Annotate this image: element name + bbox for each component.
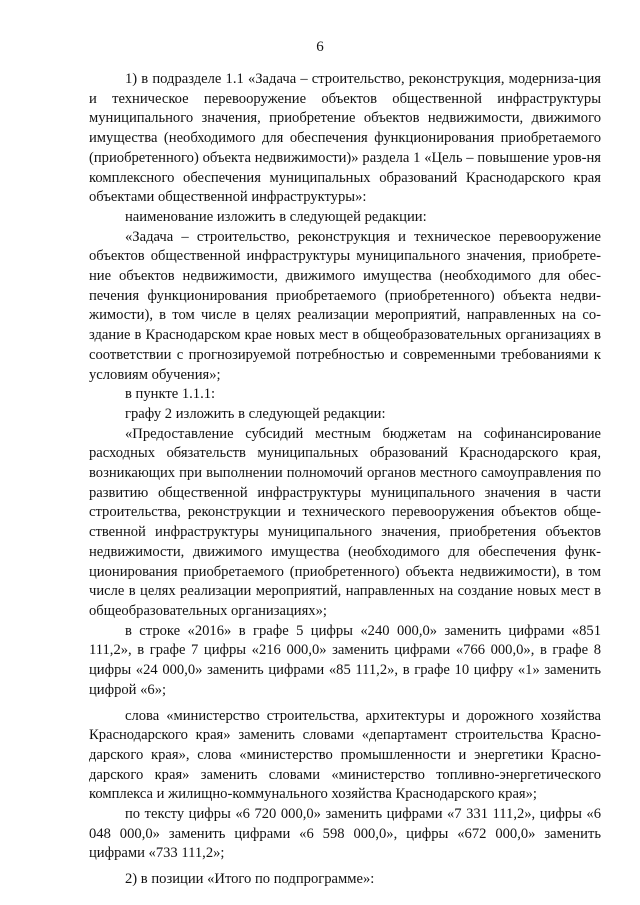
paragraph-ministry-renaming: слова «министерство строительства, архитектуры и дорожного хозяйства Краснодарского края» заменить словами «департамент строительства Красно-дарского края», слова «министерство промышленности и энергетики Красно-дарского края» заменить словами «министерство топливно-энергетического комплекса и жилищно-коммунального хозяйства Краснодарского края»; (89, 707, 601, 803)
paragraph-name-instruction: наименование изложить в следующей редакции: (125, 208, 427, 225)
paragraph-row-2016-changes: в строке «2016» в графе 5 цифры «240 000,0» заменить цифрами «851 111,2», в графе 7 цифры «216 000,0» заменить цифрами «766 000,0», в графе 8 цифры «24 000,0» заменить цифрами «85 111,2», в графе 10 цифру «1» заменить цифрой «6»; (89, 622, 601, 698)
paragraph-item-1-1-1: в пункте 1.1.1: (125, 386, 216, 403)
page-number: 6 (316, 39, 324, 55)
paragraph-column-2-instruction: графу 2 изложить в следующей редакции: (125, 405, 386, 422)
paragraph-task-new-wording: «Задача – строительство, реконструкция и техническое перевооружение объектов общественной инфраструктуры муниципального значения, приобрете-ние объектов недвижимости, движимого имущества (необходимого для обес-печения функционирования приобретаемого (приобретенного) объекта недви-жимости), в том числе в целях реализации мероприятий, направленных на со-здание в Краснодарском крае новых мест в общеобразовательных организациях в соответствии с прогнозируемой потребностью и современными требованиями к условиям обучения»; (89, 228, 601, 383)
paragraph-totals-replacement: по тексту цифры «6 720 000,0» заменить цифрами «7 331 111,2», цифры «6 048 000,0» заменить цифрами «6 598 000,0», цифры «672 000,0» заменить цифрами «733 111,2»; (89, 806, 601, 862)
paragraph-subprogram-total: 2) в позиции «Итого по подпрограмме»: (125, 871, 375, 888)
document-body (89, 70, 601, 890)
paragraph-subsidies-wording: «Предоставление субсидий местным бюджетам на софинансирование расходных обязательств муниципальных образований Краснодарского края, возникающих при выполнении полномочий органов местного самоуправления по развитию общественной инфраструктуры муниципального значения в части строительства, реконструкции и технического перевооружения объектов обще-ственной инфраструктуры муниципального значения, приобретения объектов недвижимости, движимого имущества (необходимого для обеспечения функ-ционирования приобретаемого (приобретенного) объекта недвижимости), в том числе в целях реализации мероприятий, направленных на создание новых мест в общеобразовательных организациях»; (89, 425, 601, 619)
paragraph-subsection-1-1: 1) в подразделе 1.1 «Задача – строительство, реконструкция, модерниза-ция и техническое перевооружение объектов общественной инфраструктуры муниципального значения, приобретение объектов недвижимости, движимого имущества (необходимого для обеспечения функционирования приобретаемого (приобретенного) объекта недвижимости)» раздела 1 «Цель – повышение уров-ня комплексного обеспечения муниципальных образований Краснодарского края объектами общественной инфраструктуры»: (89, 71, 601, 206)
